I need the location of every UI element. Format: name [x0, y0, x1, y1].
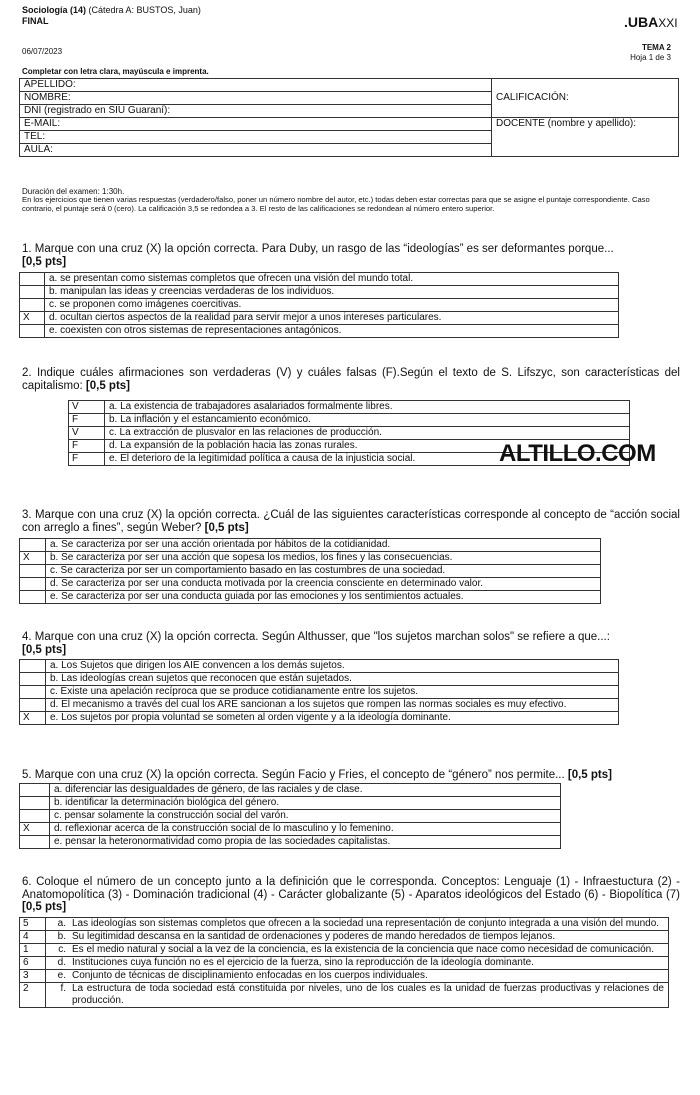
q2-answer-cell[interactable]: F	[69, 414, 105, 427]
q4-answer-cell[interactable]	[20, 673, 46, 686]
q1-options	[19, 272, 619, 338]
q6-definition-content: Instituciones cuya función no es el ejercicio de la fuerza, sino la reproducción de la ideología dominante.	[72, 957, 534, 968]
q3-answer-cell[interactable]	[20, 591, 46, 604]
q5-option-text: a. diferenciar las desigualdades de género, de las raciales y de clase.	[50, 784, 561, 797]
q2-answer-cell[interactable]: F	[69, 440, 105, 453]
q6-definition-row	[20, 983, 669, 1008]
q3-answer-cell[interactable]	[20, 578, 46, 591]
q6-letter: c.	[58, 944, 66, 955]
q5-answer-cell[interactable]	[20, 836, 50, 849]
q6-definition-content: Su legitimidad descansa en la santidad de ordenaciones y poderes de mando heredados de tiempos lejanos.	[72, 931, 556, 942]
q6-answer-cell[interactable]: 5	[20, 918, 46, 931]
q4-option-text: d. El mecanismo a través del cual los ARE sancionan a los sujetos que rompen las normas sociales es muy efectivo.	[46, 699, 619, 712]
q3-option-row	[20, 552, 601, 565]
question-3: 3. Marque con una cruz (X) la opción correcta. ¿Cuál de las siguientes características corresponde al concepto de “acción social con arreglo a fines”, según Weber? [0,5 pts]	[22, 509, 680, 534]
q3-option-row	[20, 578, 601, 591]
q6-options	[19, 917, 669, 1008]
q1-option-row	[20, 312, 619, 325]
q5-option-row	[20, 797, 561, 810]
q5-option-row	[20, 823, 561, 836]
exam-date: 06/07/2023	[22, 47, 63, 56]
q5-answer-cell[interactable]	[20, 810, 50, 823]
q6-definition-content: La estructura de toda sociedad está constituida por niveles, uno de los cuales es la unidad de fuerzas productivas y relaciones de producción.	[72, 983, 664, 1006]
q5-options	[19, 783, 561, 849]
q2-option-text: c. La extracción de plusvalor en las relaciones de producción.	[105, 427, 630, 440]
q2-option-text: d. La expansión de la población hacia las zonas rurales.	[105, 440, 630, 453]
form-field-apellido[interactable]: APELLIDO:	[20, 79, 492, 92]
q6-definition-row	[20, 970, 669, 983]
q3-option-text: b. Se caracteriza por ser una acción que sopesa los medios, los fines y las consecuencias.	[46, 552, 601, 565]
q1-answer-cell[interactable]	[20, 299, 45, 312]
exam-duration: Duración del examen: 1:30h.	[22, 187, 125, 196]
q6-answer-cell[interactable]: 3	[20, 970, 46, 983]
q6-definition-text	[46, 944, 669, 957]
q6-letter: b.	[57, 931, 66, 942]
q3-answer-cell[interactable]	[20, 565, 46, 578]
q4-option-text: a. Los Sujetos que dirigen los AIE convencen a los demás sujetos.	[46, 660, 619, 673]
q1-answer-cell[interactable]	[20, 273, 45, 286]
q4-option-text: c. Existe una apelación recíproca que se produce cotidianamente entre los sujetos.	[46, 686, 619, 699]
q3-option-row	[20, 591, 601, 604]
q1-option-row	[20, 325, 619, 338]
q2-option-row	[69, 414, 630, 427]
calificacion-box[interactable]: CALIFICACIÓN:	[492, 79, 679, 118]
q6-definition-content: Es el medio natural y social a la vez de la conciencia, es la existencia de la conciencia que nace como necesidad de comunicación.	[72, 944, 655, 955]
q6-letter: e.	[57, 970, 66, 981]
q1-answer-cell[interactable]: X	[20, 312, 45, 325]
q1-option-row	[20, 273, 619, 286]
tema-label: TEMA 2	[641, 43, 671, 52]
q6-definition-content: Las ideologías son sistemas completos que ofrecen a la sociedad una representación de conjunto integrada a una visión del mundo.	[72, 918, 660, 929]
course-title: Sociología (14) (Cátedra A: BUSTOS, Juan)	[22, 5, 201, 15]
question-1: 1. Marque con una cruz (X) la opción correcta. Para Duby, un rasgo de las “ideologías” es ser deformantes porque... [0,5 pts]	[22, 243, 614, 268]
form-field-tel[interactable]: TEL:	[20, 131, 492, 144]
q4-answer-cell[interactable]	[20, 699, 46, 712]
q6-definition-text	[46, 970, 669, 983]
q6-letter: d.	[57, 957, 66, 968]
q5-option-row	[20, 810, 561, 823]
q5-option-text: e. pensar la heteronormatividad como propia de las sociedades capitalistas.	[50, 836, 561, 849]
q6-answer-cell[interactable]: 4	[20, 931, 46, 944]
q3-option-text: d. Se caracteriza por ser una conducta motivada por la creencia consciente en determinado valor.	[46, 578, 601, 591]
q5-option-text: b. identificar la determinación biológica del género.	[50, 797, 561, 810]
q4-option-text: e. Los sujetos por propia voluntad se someten al orden vigente y a la ideología dominante.	[46, 712, 619, 725]
q6-letter: f.	[60, 983, 66, 994]
form-field-nombre[interactable]: NOMBRE:	[20, 92, 492, 105]
q5-answer-cell[interactable]	[20, 784, 50, 797]
q3-option-text: e. Se caracteriza por ser una conducta guiada por las emociones y los sentimientos actuales.	[46, 591, 601, 604]
q1-option-text: a. se presentan como sistemas completos que ofrecen una visión del mundo total.	[45, 273, 619, 286]
q6-definition-text	[46, 918, 669, 931]
q5-answer-cell[interactable]: X	[20, 823, 50, 836]
q4-option-row	[20, 673, 619, 686]
student-form	[19, 78, 679, 157]
question-2: 2. Indique cuáles afirmaciones son verdaderas (V) y cuáles falsas (F).Según el texto de S. Lifszyc, son características del capitalismo: [0,5 pts]	[22, 367, 680, 392]
q6-definition-text	[46, 983, 669, 1008]
q1-answer-cell[interactable]	[20, 325, 45, 338]
q5-option-text: c. pensar solamente la construcción social del varón.	[50, 810, 561, 823]
exam-rules: En los ejercicios que tienen varias respuestas (verdadero/falso, poner un número nombre del autor, etc.) todas deben estar correctas para que se asigne el puntaje correspondiente. Caso contrario, el puntaje será 0 (cero). La calificación 3,5 se redondea a 3. El resto de las calificaciones se redondean al número entero superior.	[22, 195, 650, 213]
hoja-label: Hoja 1 de 3	[630, 53, 671, 62]
q2-answer-cell[interactable]: F	[69, 453, 105, 466]
q1-option-text: b. manipulan las ideas y creencias verdaderas de los individuos.	[45, 286, 619, 299]
q1-option-row	[20, 299, 619, 312]
question-5: 5. Marque con una cruz (X) la opción correcta. Según Facio y Fries, el concepto de “género” nos permite... [0,5 pts]	[22, 769, 612, 781]
q4-option-row	[20, 699, 619, 712]
form-instruction: Completar con letra clara, mayúscula e imprenta.	[22, 67, 209, 76]
q2-answer-cell[interactable]: V	[69, 401, 105, 414]
exam-type: FINAL	[22, 16, 49, 26]
q6-definition-row	[20, 931, 669, 944]
q1-option-row	[20, 286, 619, 299]
question-6: 6. Coloque el número de un concepto junto a la definición que le corresponda. Conceptos: Lenguaje (1) - Infraestuctura (2) - Anatomopolítica (3) - Dominación tradicional (4) - Carácter globalizante (5) - Aparatos ideológicos del Estado (6) - Biopolítica (7) [0,5 pts]	[22, 876, 680, 913]
q4-option-text: b. Las ideologías crean sujetos que reconocen que están sujetados.	[46, 673, 619, 686]
uba-logo: .UBAXXI	[624, 14, 678, 30]
q6-definition-text	[46, 931, 669, 944]
q3-answer-cell[interactable]	[20, 539, 46, 552]
q3-option-text: c. Se caracteriza por ser un comportamiento basado en las costumbres de una sociedad.	[46, 565, 601, 578]
form-field-aula[interactable]: AULA:	[20, 144, 492, 157]
altillo-watermark: ALTILLO.COM	[499, 440, 656, 467]
q4-option-row	[20, 660, 619, 673]
q4-answer-cell[interactable]: X	[20, 712, 46, 725]
docente-box[interactable]: DOCENTE (nombre y apellido):	[492, 118, 679, 157]
q1-option-text: e. coexisten con otros sistemas de representaciones antagónicos.	[45, 325, 619, 338]
q6-definition-text	[46, 957, 669, 970]
q1-answer-cell[interactable]	[20, 286, 45, 299]
q6-answer-cell[interactable]: 2	[20, 983, 46, 1008]
q3-answer-cell[interactable]: X	[20, 552, 46, 565]
q4-answer-cell[interactable]	[20, 660, 46, 673]
q6-definition-content: Conjunto de técnicas de disciplinamiento enfocadas en los cuerpos individuales.	[72, 970, 428, 981]
q6-letter: a.	[57, 918, 66, 929]
q3-option-row	[20, 539, 601, 552]
q4-option-row	[20, 686, 619, 699]
q5-answer-cell[interactable]	[20, 797, 50, 810]
form-field-dni[interactable]: DNI (registrado en SIU Guaraní):	[20, 105, 492, 118]
q2-option-row	[69, 401, 630, 414]
q6-answer-cell[interactable]: 6	[20, 957, 46, 970]
q6-definition-row	[20, 944, 669, 957]
q3-option-row	[20, 565, 601, 578]
q1-option-text: c. se proponen como imágenes coercitivas.	[45, 299, 619, 312]
q6-answer-cell[interactable]: 1	[20, 944, 46, 957]
q5-option-row	[20, 836, 561, 849]
q2-option-row	[69, 427, 630, 440]
q4-answer-cell[interactable]	[20, 686, 46, 699]
q2-option-text: a. La existencia de trabajadores asalariados formalmente libres.	[105, 401, 630, 414]
q4-option-row	[20, 712, 619, 725]
q2-option-text: e. El deterioro de la legitimidad política a causa de la injusticia social.	[105, 453, 630, 466]
form-field-email[interactable]: E-MAIL:	[20, 118, 492, 131]
q2-answer-cell[interactable]: V	[69, 427, 105, 440]
q6-definition-row	[20, 918, 669, 931]
q5-option-row	[20, 784, 561, 797]
q2-option-text: b. La inflación y el estancamiento económico.	[105, 414, 630, 427]
q3-options	[19, 538, 601, 604]
q1-option-text: d. ocultan ciertos aspectos de la realidad para servir mejor a unos intereses particulares.	[45, 312, 619, 325]
question-4: 4. Marque con una cruz (X) la opción correcta. Según Althusser, que "los sujetos marchan solos" se refiere a que...: [0,5 pts]	[22, 631, 610, 656]
q4-options	[19, 659, 619, 725]
q5-option-text: d. reflexionar acerca de la construcción social de lo masculino y lo femenino.	[50, 823, 561, 836]
q3-option-text: a. Se caracteriza por ser una acción orientada por hábitos de la cotidianidad.	[46, 539, 601, 552]
q6-definition-row	[20, 957, 669, 970]
